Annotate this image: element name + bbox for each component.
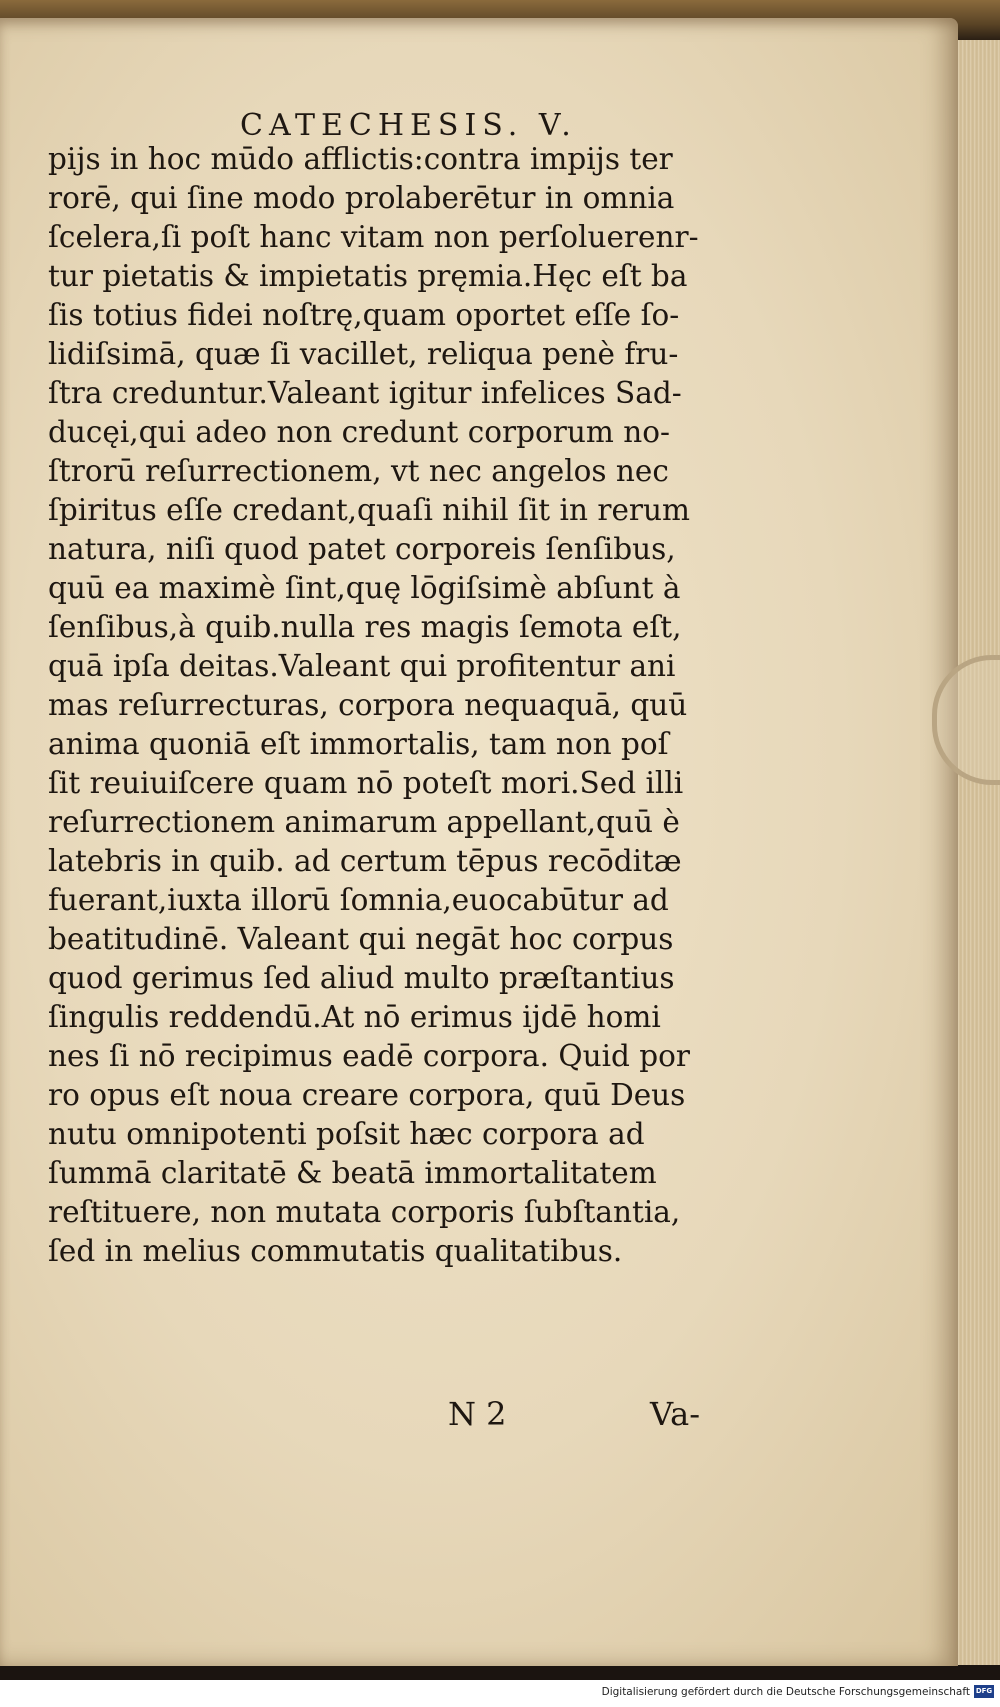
signature-mark: N 2: [448, 1395, 507, 1433]
text-line: nutu omnipotenti poſsit hæc corpora ad: [48, 1117, 645, 1151]
text-line: ſingulis reddendū.At nō erimus ijdē homi: [48, 1000, 661, 1034]
running-head: CATECHESIS. V.: [240, 108, 577, 143]
dfg-logo-icon: DFG: [974, 1685, 994, 1698]
text-line: ſummā claritatē & beatā immortalitatem: [48, 1156, 657, 1190]
text-line: nes ſi nō recipimus eadē corpora. Quid por: [48, 1039, 691, 1073]
text-line: ſtrorū reſurrectionem, vt nec angelos nec: [48, 454, 669, 488]
text-line: ro opus eſt noua creare corpora, quū Deus: [48, 1078, 686, 1112]
text-line: quū ea maximè ſint,quę lōgiſsimè abſunt à: [48, 571, 681, 605]
text-line: fuerant,iuxta illorū ſomnia,euocabūtur ad: [48, 883, 669, 917]
text-line: ſpiritus eſſe credant,quaſi nihil ſit in rerum: [48, 493, 690, 527]
text-line: lidiſsimā, quæ ſi vacillet, reliqua penè fru-: [48, 337, 679, 371]
text-line: latebris in quib. ad certum tēpus recōditæ: [48, 844, 682, 878]
text-line: ſcelera,ſi poſt hanc vitam non perſoluerenr-: [48, 220, 699, 254]
text-line: pijs in hoc mūdo afflictis:contra impijs ter: [48, 142, 673, 176]
text-line: ſit reuiuiſcere quam nō poteſt mori.Sed illi: [48, 766, 684, 800]
text-line: anima quoniā eſt immortalis, tam non poſ: [48, 727, 669, 761]
text-line: ſtra creduntur.Valeant igitur infelices Sad-: [48, 376, 682, 410]
text-line: rorē, qui ſine modo prolaberētur in omnia: [48, 181, 675, 215]
text-line: ſenſibus,à quib.nulla res magis ſemota eſt,: [48, 610, 682, 644]
text-line: quod gerimus ſed aliud multo præſtantius: [48, 961, 675, 995]
text-line: ducęi,qui adeo non credunt corporum no-: [48, 415, 670, 449]
text-line: mas reſurrecturas, corpora nequaquā, quū: [48, 688, 688, 722]
catchword: Va-: [650, 1395, 701, 1433]
text-line: reſtituere, non mutata corporis ſubſtantia,: [48, 1195, 681, 1229]
text-line: beatitudinē. Valeant qui negāt hoc corpus: [48, 922, 674, 956]
text-line: ſis totius fidei noſtrę,quam oportet eſſe ſo-: [48, 298, 680, 332]
text-line: reſurrectionem animarum appellant,quū è: [48, 805, 680, 839]
text-line: quā ipſa deitas.Valeant qui profitentur ani: [48, 649, 676, 683]
body-text: [48, 140, 748, 1271]
text-line: tur pietatis & impietatis pręmia.Hęc eſt ba: [48, 259, 688, 293]
page-edges: [955, 40, 1000, 1665]
funding-credit: Digitalisierung gefördert durch die Deutsche Forschungsgemeinschaft: [601, 1686, 970, 1698]
text-line: natura, niſi quod patet corporeis ſenſibus,: [48, 532, 676, 566]
text-line: ſed in melius commutatis qualitatibus.: [48, 1234, 623, 1268]
